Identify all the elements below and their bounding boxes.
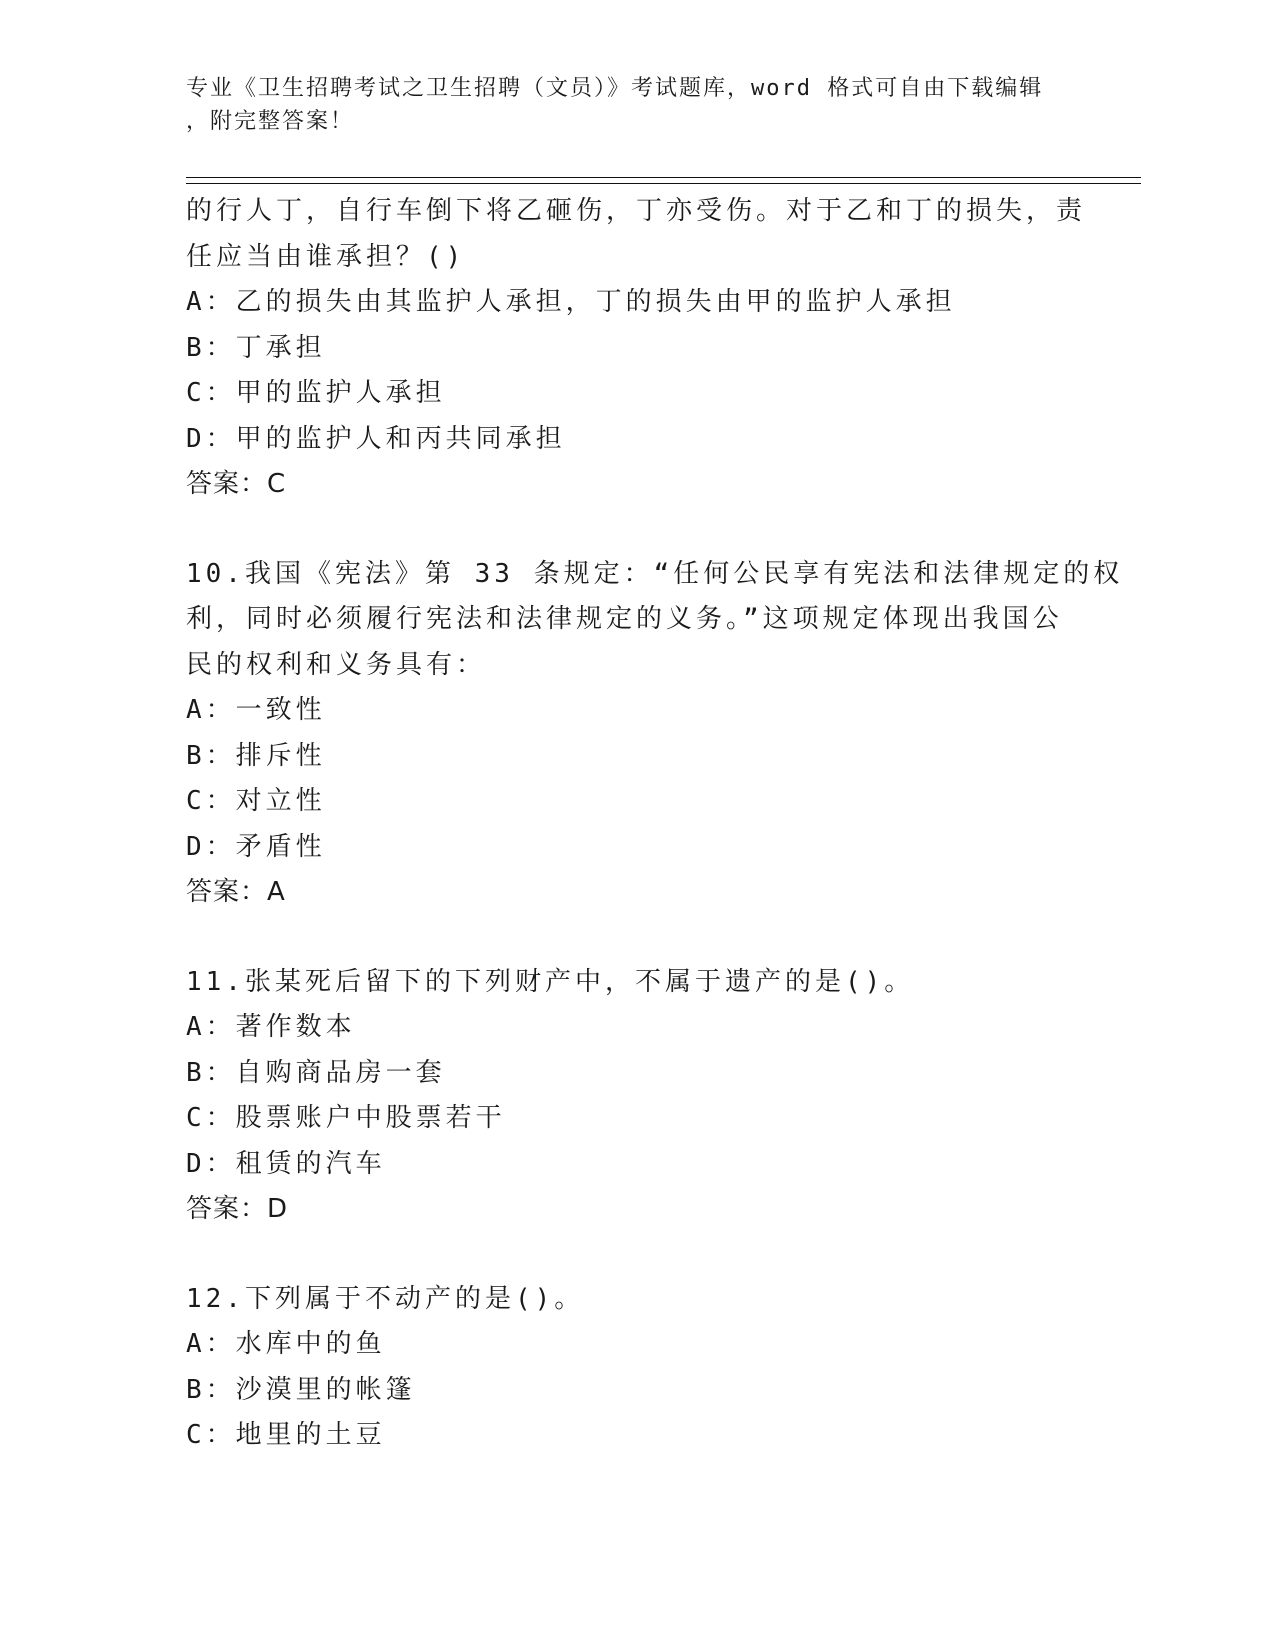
answer-line: 答案：C [186, 469, 287, 499]
question-stem-line: 12.下列属于不动产的是()。 [186, 1283, 585, 1314]
question-spacer [186, 916, 1056, 960]
option-a: A：水库中的鱼 [186, 1329, 386, 1359]
header-divider-bottom [186, 183, 1141, 184]
option-c: C：地里的土豆 [186, 1420, 386, 1450]
option-d: D：甲的监护人和丙共同承担 [186, 423, 566, 454]
option-b: B：排斥性 [186, 740, 326, 771]
question-spacer [186, 1233, 1056, 1277]
option-a: A：一致性 [186, 695, 326, 725]
question-stem-line: 任应当由谁承担？() [186, 241, 466, 272]
question-stem-line: 利，同时必须履行宪法和法律规定的义务。”这项规定体现出我国公 [186, 604, 1063, 634]
question-stem-line: 10.我国《宪法》第 33 条规定：“任何公民享有宪法和法律规定的权 [186, 558, 1124, 589]
answer-line: 答案：A [186, 877, 286, 907]
answer-line: 答案：D [186, 1194, 289, 1224]
question-10 [186, 552, 1124, 916]
option-d: D：矛盾性 [186, 831, 326, 862]
question-stem-line: 11.张某死后留下的下列财产中，不属于遗产的是()。 [186, 966, 915, 997]
option-b: B：丁承担 [186, 332, 326, 363]
question-stem-line: 民的权利和义务具有： [186, 649, 487, 680]
question-9 [186, 189, 1087, 508]
option-d: D：租赁的汽车 [186, 1148, 386, 1179]
option-b: B：自购商品房一套 [186, 1057, 446, 1088]
document-header [186, 72, 1066, 138]
question-list [186, 189, 1124, 1459]
option-c: C：对立性 [186, 786, 326, 816]
option-a: A：乙的损失由其监护人承担，丁的损失由甲的监护人承担 [186, 287, 956, 317]
question-stem-line: 的行人丁，自行车倒下将乙砸伤，丁亦受伤。对于乙和丁的损失，责 [186, 196, 1087, 226]
question-11 [186, 960, 1056, 1233]
header-title-line-2: ，附完整答案！ [186, 109, 355, 134]
option-c: C：股票账户中股票若干 [186, 1103, 506, 1133]
option-b: B：沙漠里的帐篷 [186, 1374, 416, 1405]
option-c: C：甲的监护人承担 [186, 378, 446, 408]
header-divider-top [186, 177, 1141, 178]
question-12 [186, 1277, 1056, 1459]
header-title-line-1: 专业《卫生招聘考试之卫生招聘（文员）》考试题库，word 格式可自由下载编辑 [186, 76, 1044, 101]
option-a: A：著作数本 [186, 1012, 356, 1042]
question-spacer [186, 508, 1056, 552]
